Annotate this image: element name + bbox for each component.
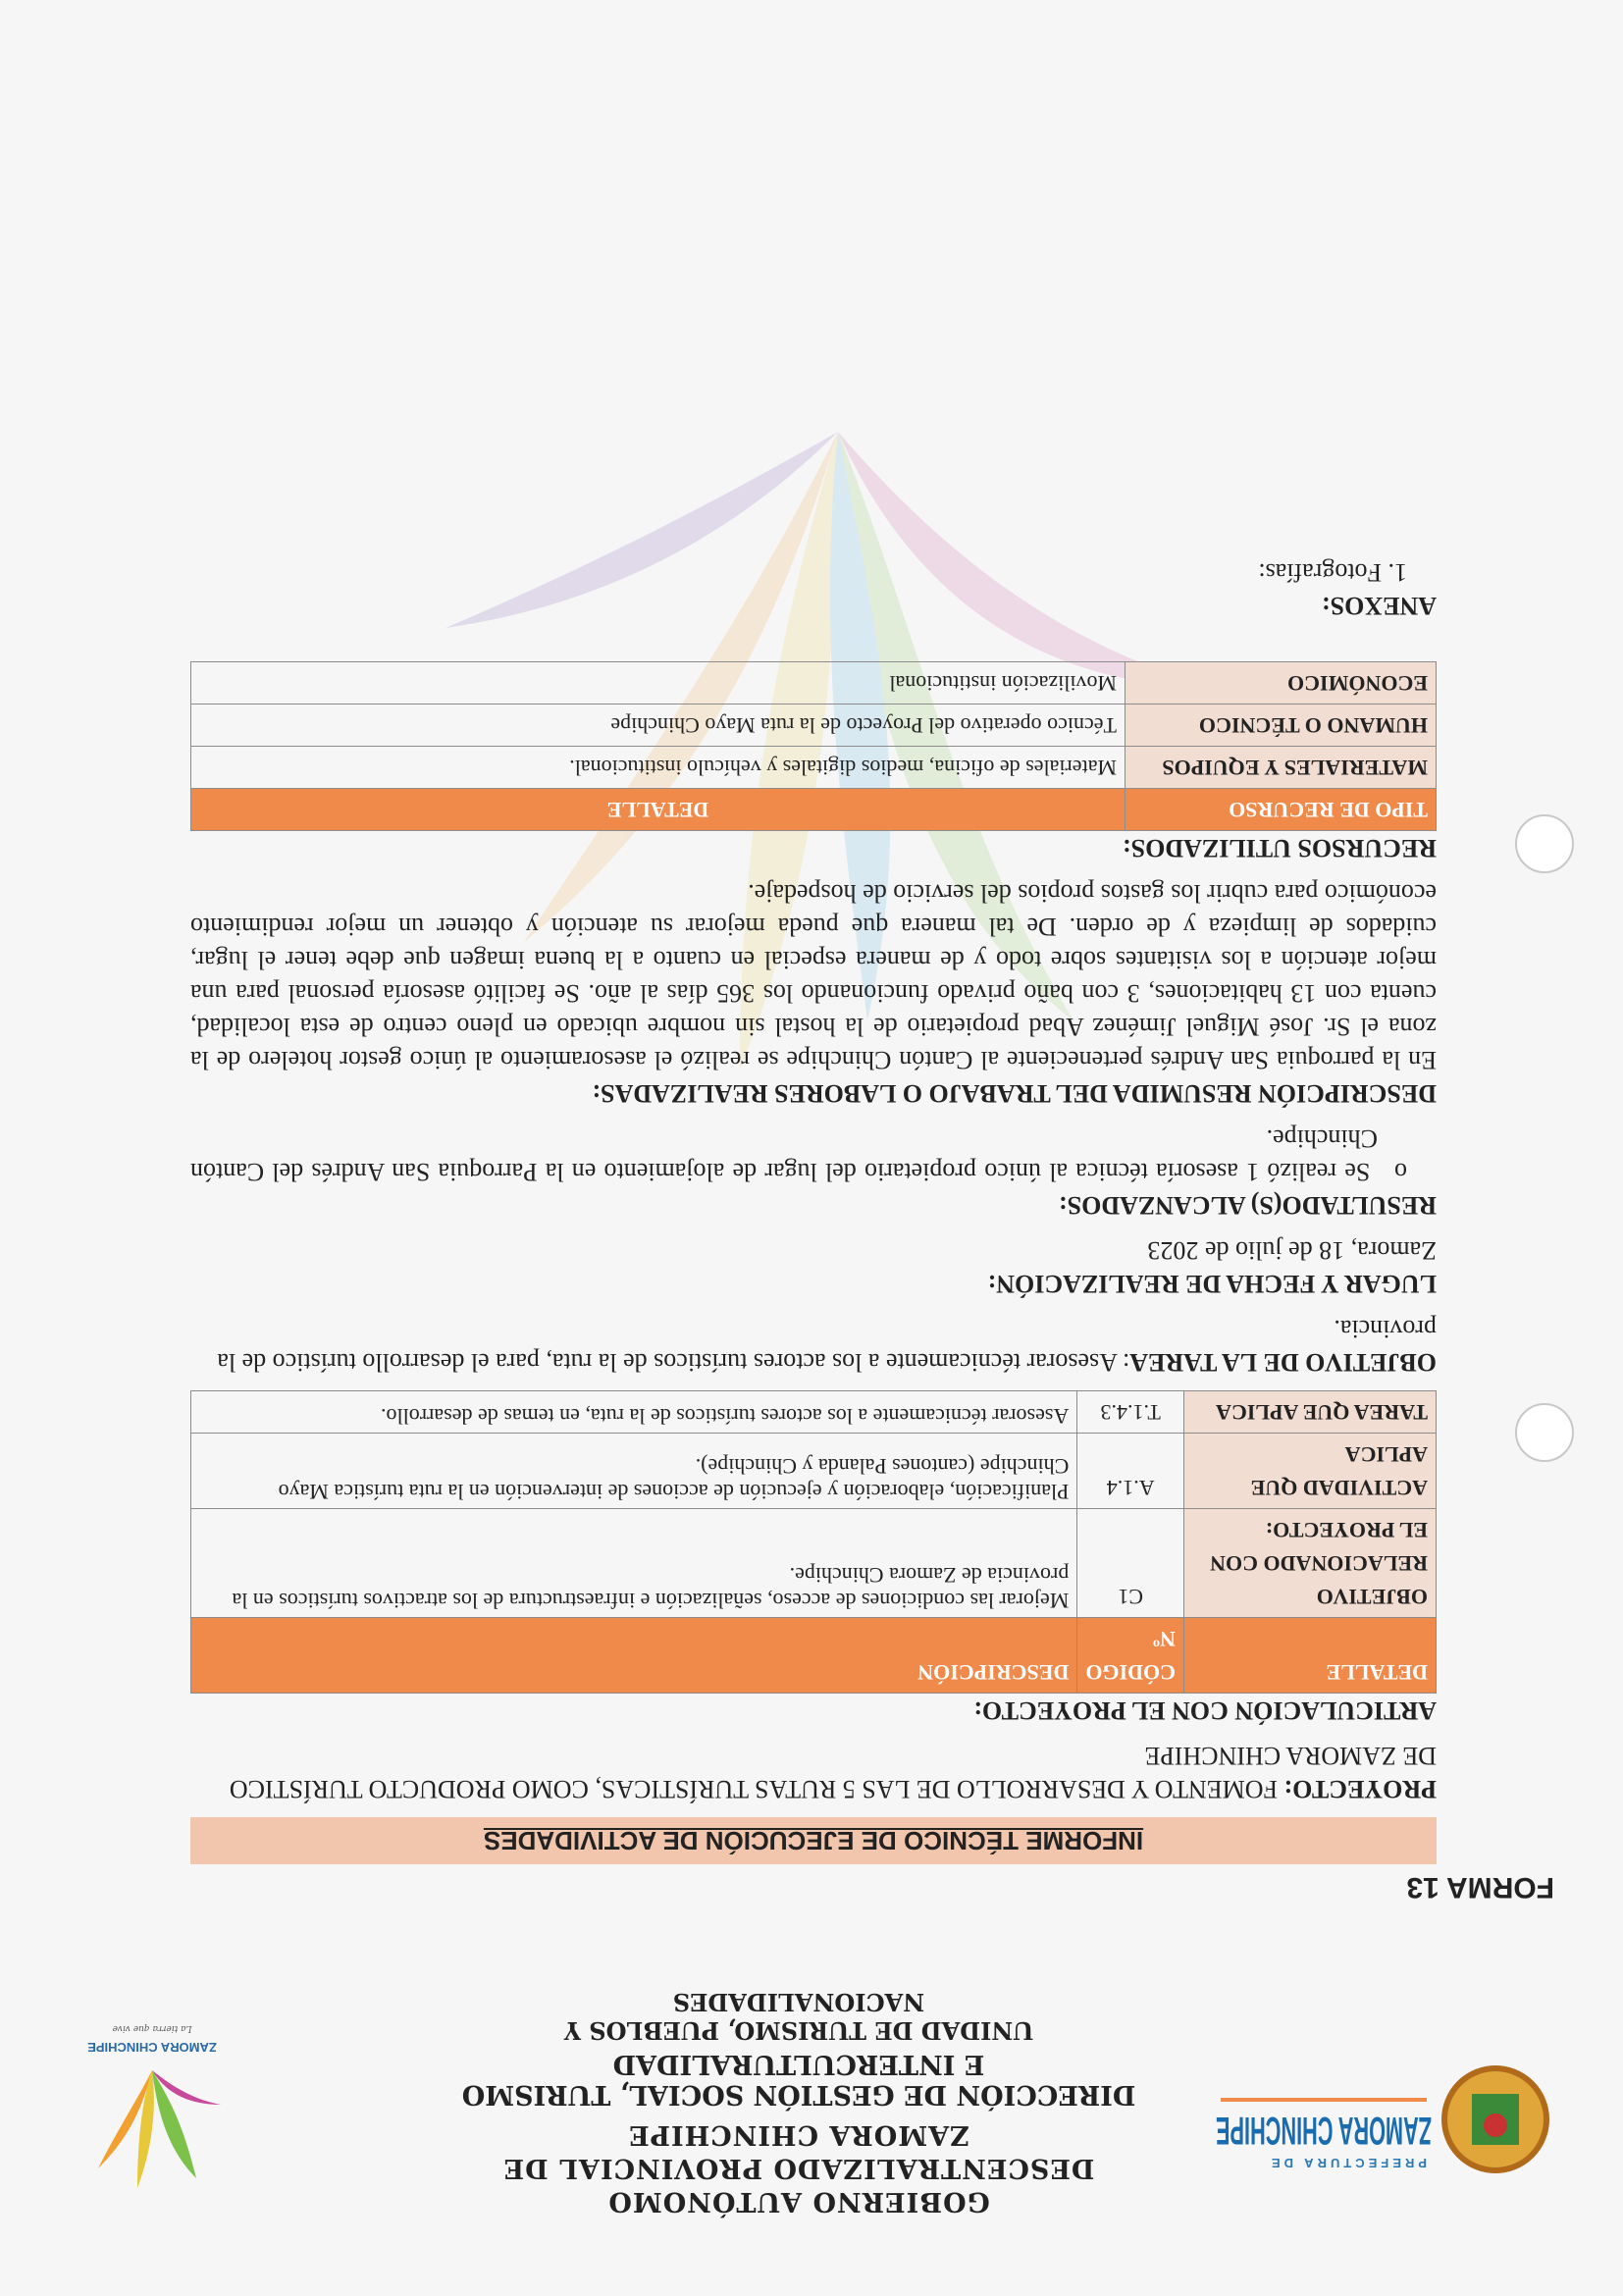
place-date-label: LUGAR Y FECHA DE REALIZACIÓN: bbox=[987, 1270, 1437, 1298]
task-objective-label: OBJETIVO DE LA TAREA bbox=[1129, 1348, 1437, 1377]
table-row bbox=[191, 704, 1437, 747]
task-objective-text: : Asesorar técnicamente a los actores turísticos de la ruta, para el desarrollo turístico de la provincia. bbox=[217, 1315, 1437, 1377]
row-descripcion: Mejorar las condiciones de acceso, señalización e infraestructura de los atractivos turísticos en la provincia de Zamora Chinchipe. bbox=[191, 1509, 1077, 1618]
bullet-icon: o bbox=[1370, 1158, 1407, 1186]
results-item-text: Se realizó 1 asesoría técnica al único propietario del lugar de alojamiento en la Parroquia San Andrés del Cantón Chinchipe. bbox=[189, 1124, 1378, 1186]
institution-name: GOBIERNO AUTÓNOMO DESCENTRALIZADO PROVINCIAL DE ZAMORA CHINCHIPE bbox=[502, 2119, 1095, 2217]
row-codigo: T.1.4.3 bbox=[1077, 1391, 1184, 1434]
task-objective-section bbox=[190, 1312, 1437, 1379]
row-tipo: ECONÓMICO bbox=[1126, 662, 1437, 704]
project-text: FOMENTO Y DESARROLLO DE LAS 5 RUTAS TURÍSTICAS, COMO PRODUCTO TURÍSTICO DE ZAMORA CHINCHIPE bbox=[229, 1742, 1437, 1803]
table-row bbox=[191, 662, 1437, 704]
table-row bbox=[191, 1509, 1437, 1618]
results-label: RESULTADO(S) ALCANZADOS: bbox=[1058, 1191, 1437, 1220]
row-detalle: TAREA QUE APLICA bbox=[1184, 1391, 1437, 1434]
annexes-section bbox=[190, 555, 1437, 622]
place-date-text: Zamora, 18 de julio de 2023 bbox=[1147, 1236, 1437, 1265]
punch-hole-bottom bbox=[1515, 814, 1574, 873]
work-description-section bbox=[190, 876, 1437, 1110]
work-description-text: En la parroquia San Andrés perteneciente al Cantón Chinchipe se realizó el asesoramiento al único gestor hotelero de la zona el Sr. José Miguel Jiménez Abad propietario de la hostal sin nombre ubicado en pleno centro de esta localidad, cuenta con 13 habitaciones, 3 con baño privado funcionando los 365 días al año. Se facilitó asesoría personal para una mejor atención a los visitantes sobre todo y de manera especial en cuanto a la buena imagen que debe tener el lugar, cuidados de limpieza y de orden. De tal manera que pueda mejorar su atención y obtener un mejor rendimiento económico para cubrir los gastos propios del servicio de hospedaje. bbox=[190, 879, 1437, 1074]
row-codigo: C1 bbox=[1077, 1509, 1184, 1618]
prefectura-logo bbox=[1201, 2002, 1554, 2227]
row-tipo: MATERIALES Y EQUIPOS bbox=[1126, 747, 1437, 789]
header-tipo: TIPO DE RECURSO bbox=[1126, 789, 1437, 831]
table-header-row bbox=[191, 789, 1437, 831]
table-row bbox=[191, 1434, 1437, 1509]
articulation-section bbox=[190, 1390, 1437, 1727]
logo-left-brand-text: ZAMORA CHINCHIPE bbox=[1216, 2109, 1432, 2152]
unit-name: UNIDAD DE TURISMO, PUEBLOS Y NACIONALIDADES bbox=[563, 1988, 1034, 2045]
resources-section bbox=[190, 661, 1437, 864]
report-body bbox=[190, 544, 1437, 1805]
row-detalle: Técnico operativo del Proyecto de la ruta Mayo Chinchipe bbox=[191, 704, 1126, 747]
articulation-table bbox=[190, 1390, 1437, 1694]
row-detalle: Movilización institucional bbox=[191, 662, 1126, 704]
row-detalle: OBJETIVO RELACIONADO CON EL PROYECTO: bbox=[1184, 1509, 1437, 1618]
header-codigo: CÓDIGO Nº bbox=[1077, 1618, 1184, 1694]
logo-left-top-text: PREFECTURA DE bbox=[1267, 2156, 1427, 2170]
punch-hole-top bbox=[1515, 1403, 1574, 1462]
work-description-label: DESCRIPCIÓN RESUMIDA DEL TRABAJO O LABORES REALIZADAS: bbox=[592, 1079, 1437, 1108]
report-title-band bbox=[190, 1817, 1437, 1864]
header-institution bbox=[455, 1988, 1142, 2218]
row-detalle: ACTIVIDAD QUE APLICA bbox=[1184, 1434, 1437, 1509]
direction-name: DIRECCIÓN DE GESTIÓN SOCIAL, TURISMO E INTERCULTURALIDAD bbox=[461, 2049, 1136, 2110]
place-date-section bbox=[190, 1233, 1437, 1300]
resources-label: RECURSOS UTILIZADOS: bbox=[1122, 834, 1437, 862]
logo-right-tagline: La tierra que vive bbox=[112, 2023, 192, 2033]
row-codigo: A.1.4 bbox=[1077, 1434, 1184, 1509]
header-detalle: DETALLE bbox=[1184, 1618, 1437, 1694]
logo-right-brand-text: ZAMORA CHINCHIPE bbox=[87, 2040, 217, 2055]
zamora-chinchipe-logo bbox=[69, 2002, 236, 2218]
row-descripcion: Asesorar técnicamente a los actores turísticos de la ruta, en temas de desarrollo. bbox=[191, 1391, 1077, 1434]
resources-table bbox=[190, 661, 1437, 831]
project-section bbox=[190, 1739, 1437, 1805]
header-descripcion: DESCRIPCIÓN bbox=[191, 1618, 1077, 1694]
row-tipo: HUMANO O TÉCNICO bbox=[1126, 704, 1437, 747]
results-item bbox=[190, 1122, 1437, 1188]
table-row bbox=[191, 747, 1437, 789]
header-detalle: DETALLE bbox=[191, 789, 1126, 831]
annexes-item: 1. Fotografías: bbox=[1258, 558, 1407, 587]
project-label: PROYECTO: bbox=[1283, 1775, 1437, 1803]
form-number: FORMA 13 bbox=[1406, 1871, 1554, 1904]
articulation-label: ARTICULACIÓN CON EL PROYECTO: bbox=[973, 1696, 1437, 1725]
results-section bbox=[190, 1122, 1437, 1222]
table-header-row bbox=[191, 1618, 1437, 1694]
page-header bbox=[69, 1933, 1554, 2257]
table-row bbox=[191, 1391, 1437, 1434]
row-descripcion: Planificación, elaboración y ejecución de acciones de intervención en la ruta turística Mayo Chinchipe (cantones Palanda y Chinchipe). bbox=[191, 1434, 1077, 1509]
annexes-label: ANEXOS: bbox=[1321, 592, 1437, 620]
row-detalle: Materiales de oficina, medios digitales y vehículo institucional. bbox=[191, 747, 1126, 789]
report-title: INFORME TÉCNICO DE EJECUCIÓN DE ACTIVIDADES bbox=[483, 1826, 1144, 1855]
